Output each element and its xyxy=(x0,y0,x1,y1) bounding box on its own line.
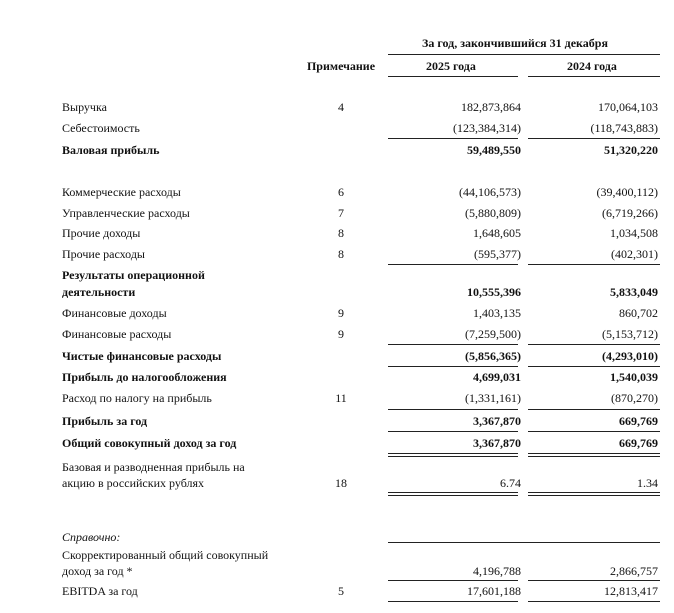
row-note: 8 xyxy=(338,247,344,261)
row-label-net-finance-expenses: Чистые финансовые расходы xyxy=(62,349,222,363)
row-note: 11 xyxy=(335,391,347,405)
row-label-other-income: Прочие доходы xyxy=(62,226,141,240)
row-label-adjusted-income-2: доход за год * xyxy=(62,564,133,578)
value-2024: (39,400,112) xyxy=(596,185,658,199)
row-label-ebitda: EBITDA за год xyxy=(62,584,138,598)
header-underline-2025 xyxy=(388,76,518,77)
value-2024: 12,813,417 xyxy=(604,584,658,598)
value-2024: 2,866,757 xyxy=(610,564,658,578)
value-2024: 669,769 xyxy=(619,414,658,428)
row-label-selling-expenses: Коммерческие расходы xyxy=(62,185,181,199)
subtotal-line xyxy=(528,264,660,265)
value-2025: (595,377) xyxy=(474,247,521,261)
value-2024: 170,064,103 xyxy=(598,100,658,114)
row-note: 8 xyxy=(338,226,344,240)
year-2025-header: 2025 года xyxy=(426,59,476,73)
subtotal-line xyxy=(388,264,518,265)
value-2025: 3,367,870 xyxy=(473,436,521,450)
value-2024: 1,034,508 xyxy=(610,226,658,240)
row-label-adjusted-income-1: Скорректированный общий совокупный xyxy=(62,548,269,562)
row-label-finance-income: Финансовые доходы xyxy=(62,306,167,320)
value-2025: 59,489,550 xyxy=(467,143,521,157)
memo-divider xyxy=(388,542,660,543)
value-2025: 1,648,605 xyxy=(473,226,521,240)
value-2024: 1,540,039 xyxy=(610,370,658,384)
row-label-profit-for-year: Прибыль за год xyxy=(62,414,148,428)
subtotal-line xyxy=(528,431,660,432)
subtotal-line xyxy=(388,580,518,581)
subtotal-line xyxy=(388,409,518,410)
period-header: За год, закончившийся 31 декабря xyxy=(422,36,608,50)
row-note: 7 xyxy=(338,206,344,220)
row-note: 6 xyxy=(338,185,344,199)
year-2024-header: 2024 года xyxy=(567,59,617,73)
row-note: 5 xyxy=(338,584,344,598)
value-2025: 17,601,188 xyxy=(467,584,521,598)
subtotal-line xyxy=(528,344,660,345)
header-divider xyxy=(388,54,660,55)
subtotal-line xyxy=(528,601,660,602)
total-double-line xyxy=(388,453,518,457)
value-2025: (1,331,161) xyxy=(465,391,521,405)
row-label-income-tax: Расход по налогу на прибыль xyxy=(62,391,212,405)
row-label-finance-expenses: Финансовые расходы xyxy=(62,327,172,341)
row-label-cost-of-sales: Себестоимость xyxy=(62,121,140,135)
row-note: 18 xyxy=(335,476,347,490)
total-double-line xyxy=(528,492,660,496)
value-2025: 4,699,031 xyxy=(473,370,521,384)
value-2025: 3,367,870 xyxy=(473,414,521,428)
row-label-eps-2: акцию в российских рублях xyxy=(62,476,205,490)
subtotal-line xyxy=(528,409,660,410)
row-label-admin-expenses: Управленческие расходы xyxy=(62,206,190,220)
subtotal-line xyxy=(528,138,660,139)
row-note: 9 xyxy=(338,306,344,320)
row-note: 4 xyxy=(338,100,344,114)
value-2025: (7,259,500) xyxy=(465,327,521,341)
value-2024: (870,270) xyxy=(611,391,658,405)
total-double-line xyxy=(388,492,518,496)
subtotal-line xyxy=(388,138,518,139)
row-label-operating-results-2: деятельности xyxy=(62,285,136,299)
row-label-total-comprehensive-income: Общий совокупный доход за год xyxy=(62,436,237,450)
value-2024: 5,833,049 xyxy=(610,285,658,299)
note-column-header: Примечание xyxy=(306,59,376,73)
value-2024: 860,702 xyxy=(619,306,658,320)
memo-title: Справочно: xyxy=(62,530,121,544)
header-underline-2024 xyxy=(528,76,660,77)
value-2024: (4,293,010) xyxy=(602,349,658,363)
value-2025: 1,403,135 xyxy=(473,306,521,320)
value-2024: (402,301) xyxy=(611,247,658,261)
value-2024: (6,719,266) xyxy=(602,206,658,220)
value-2025: 6.74 xyxy=(500,476,521,490)
row-label-operating-results-1: Результаты операционной xyxy=(62,268,205,282)
value-2024: (5,153,712) xyxy=(602,327,658,341)
value-2025: 10,555,396 xyxy=(467,285,521,299)
row-note: 9 xyxy=(338,327,344,341)
subtotal-line xyxy=(388,366,518,367)
total-double-line xyxy=(528,453,660,457)
value-2024: (118,743,883) xyxy=(590,121,658,135)
subtotal-line xyxy=(388,344,518,345)
row-label-revenue: Выручка xyxy=(62,100,107,114)
value-2025: (5,880,809) xyxy=(465,206,521,220)
value-2024: 669,769 xyxy=(619,436,658,450)
subtotal-line xyxy=(528,580,660,581)
row-label-profit-before-tax: Прибыль до налогообложения xyxy=(62,370,227,384)
row-label-eps-1: Базовая и разводненная прибыль на xyxy=(62,460,245,474)
value-2024: 51,320,220 xyxy=(604,143,658,157)
row-label-gross-profit: Валовая прибыль xyxy=(62,143,160,157)
value-2025: 4,196,788 xyxy=(473,564,521,578)
row-label-other-expenses: Прочие расходы xyxy=(62,247,145,261)
subtotal-line xyxy=(388,601,518,602)
value-2025: (5,856,365) xyxy=(465,349,521,363)
subtotal-line xyxy=(528,366,660,367)
subtotal-line xyxy=(388,431,518,432)
value-2025: 182,873,864 xyxy=(461,100,521,114)
value-2025: (44,106,573) xyxy=(459,185,521,199)
value-2024: 1.34 xyxy=(637,476,658,490)
value-2025: (123,384,314) xyxy=(453,121,521,135)
